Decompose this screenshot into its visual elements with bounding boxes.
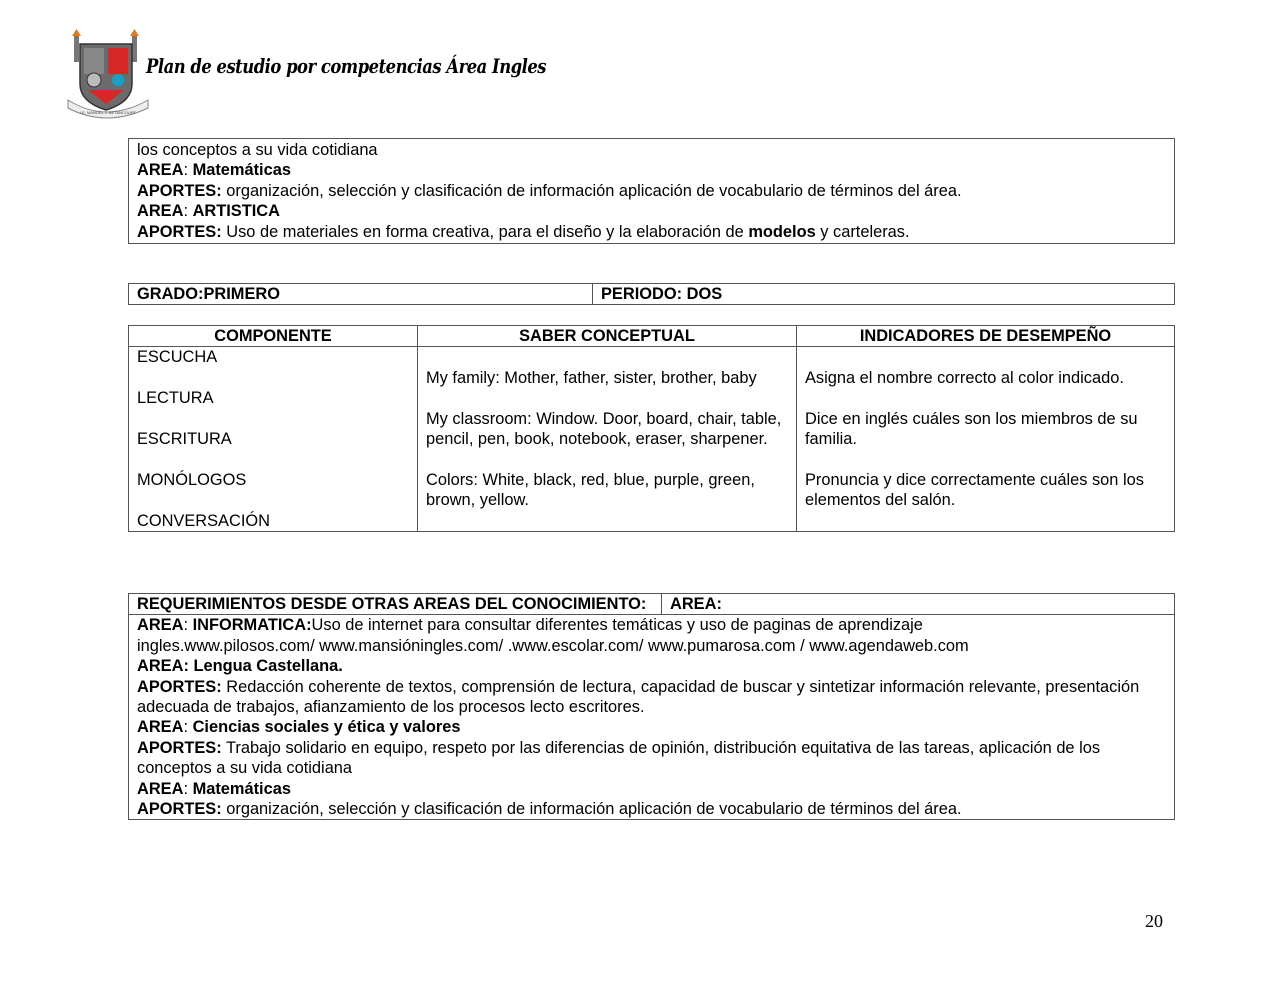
grado-cell: GRADO:PRIMERO <box>129 284 593 305</box>
list-item: Pronuncia y dice correctamente cuáles son los elementos del salón. <box>805 470 1144 510</box>
list-item: Colors: White, black, red, blue, purple, green, brown, yellow. <box>426 470 755 510</box>
periodo-cell: PERIODO: DOS <box>593 284 1175 305</box>
saber-cell <box>418 347 797 532</box>
area-line: AREA: Matemáticas <box>137 779 291 798</box>
page-header <box>64 28 564 124</box>
svg-text:I.E. MANUEL J. BETANCOURT: I.E. MANUEL J. BETANCOURT <box>79 110 137 115</box>
header-componente: COMPONENTE <box>129 326 418 347</box>
list-item: Dice en inglés cuáles son los miembros de su familia. <box>805 409 1138 448</box>
aportes-line: APORTES: organización, selección y clasificación de información aplicación de vocabulario de términos del área. <box>137 800 962 819</box>
list-item: ESCUCHA <box>137 348 218 367</box>
list-item: ESCRITURA <box>137 430 232 448</box>
componente-cell <box>129 347 418 532</box>
requerimientos-header: REQUERIMIENTOS DESDE OTRAS AREAS DEL CONOCIMIENTO: <box>129 594 662 615</box>
competencias-table <box>128 325 1175 532</box>
aportes-line: APORTES: organización, selección y clasificación de información aplicación de vocabulario de términos del área. <box>137 181 962 200</box>
area-line: AREA: Matemáticas <box>137 161 291 180</box>
table-row <box>129 615 1175 820</box>
list-item: My classroom: Window. Door, board, chair, table, pencil, pen, book, notebook, eraser, sharpener. <box>426 409 782 448</box>
document-title: Plan de estudio por competencias Área Ingles <box>146 54 547 78</box>
castellana-line: AREA: Lengua Castellana. <box>137 657 343 676</box>
list-item: CONVERSACIÓN <box>137 511 270 530</box>
aportes-line: APORTES: Uso de materiales en forma creativa, para el diseño y la elaboración de modelos y carteleras. <box>137 222 910 241</box>
links-line: ingles.www.pilosos.com/ www.mansióningles.com/ .www.escolar.com/ www.pumarosa.com / www.agendaweb.com <box>137 636 969 655</box>
school-crest-logo <box>64 28 152 120</box>
indicadores-cell <box>797 347 1175 532</box>
area-header: AREA: <box>662 594 1175 615</box>
requerimientos-content <box>129 615 1175 820</box>
header-indicadores: INDICADORES DE DESEMPEÑO <box>797 326 1175 347</box>
aportes-line: APORTES: Redacción coherente de textos, comprensión de lectura, capacidad de buscar y sintetizar información relevante, presentación adecuada de trabajos, afianzamiento de los procesos lecto escritores. <box>137 677 1140 717</box>
page-number: 20 <box>1145 911 1163 931</box>
table-row <box>129 347 1175 532</box>
list-item: Asigna el nombre correcto al color indicado. <box>805 368 1124 387</box>
table-header-row <box>129 594 1175 615</box>
grado-periodo-table <box>128 283 1175 305</box>
areas-continuation-box <box>128 138 1175 244</box>
continuation-line: los conceptos a su vida cotidiana <box>137 141 378 159</box>
aportes-line: APORTES: Trabajo solidario en equipo, respeto por las diferencias de opinión, distribución equitativa de las tareas, aplicación de los conceptos a su vida cotidiana <box>137 738 1101 778</box>
list-item: MONÓLOGOS <box>137 470 247 489</box>
list-item: My family: Mother, father, sister, brother, baby <box>426 368 757 387</box>
informatica-line: AREA: INFORMATICA:Uso de internet para consultar diferentes temáticas y uso de paginas de aprendizaje <box>137 616 923 635</box>
header-saber-conceptual: SABER CONCEPTUAL <box>418 326 797 347</box>
requerimientos-table <box>128 593 1175 820</box>
area-line: AREA: ARTISTICA <box>137 202 280 221</box>
list-item: LECTURA <box>137 389 214 408</box>
table-header-row <box>129 326 1175 347</box>
area-line: AREA: Ciencias sociales y ética y valores <box>137 718 461 737</box>
